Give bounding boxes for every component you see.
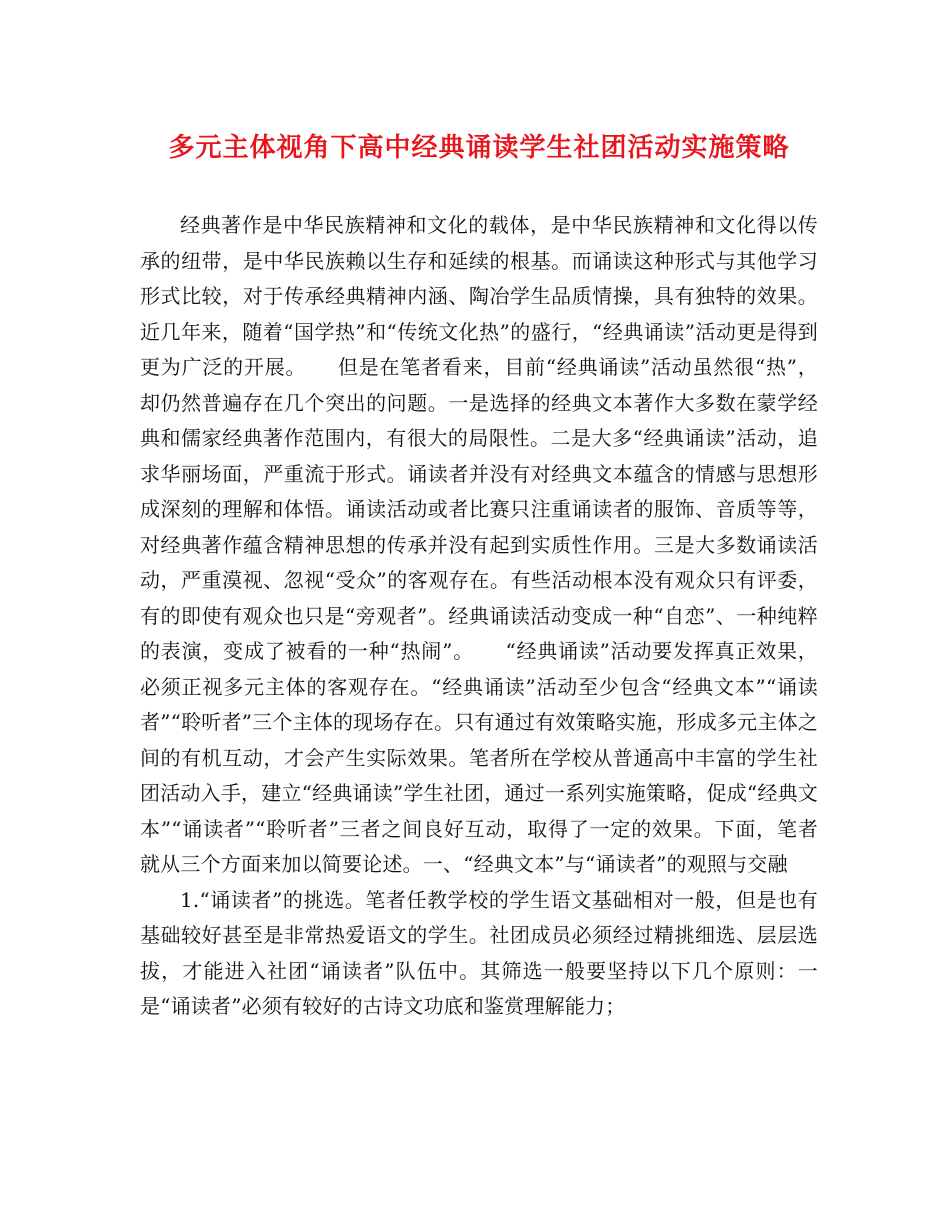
paragraph-section-1: 1.“诵读者”的挑选。笔者任教学校的学生语文基础相对一般，但是也有基础较好甚至是非常热爱语文的学生。社团成员必须经过精挑细选、层层选拔，才能进入社团“诵读者”队伍中。其筛选一般要坚持以下几个原则：一是“诵读者”必须有较好的古诗文功底和鉴赏理解能力；: [140, 887, 818, 1018]
document-title: 多元主体视角下高中经典诵读学生社团活动实施策略: [168, 133, 790, 163]
paragraph-intro: 经典著作是中华民族精神和文化的载体，是中华民族精神和文化得以传承的纽带，是中华民族赖以生存和延续的根基。而诵读这种形式与其他学习形式比较，对于传承经典精神内涵、陶冶学生品质情操，具有独特的效果。近几年来，随着“国学热”和“传统文化热”的盛行，“经典诵读”活动更是得到更为广泛的开展。 但是在笔者看来，目前“经典诵读”活动虽然很“热”，却仍然普遍存在几个突出的问题。一是选择的经典文本著作大多数在蒙学经典和儒家经典著作范围内，有很大的局限性。二是大多“经典诵读”活动，追求华丽场面，严重流于形式。诵读者并没有对经典文本蕴含的情感与思想形成深刻的理解和体悟。诵读活动或者比赛只注重诵读者的服饰、音质等等，对经典著作蕴含精神思想的传承并没有起到实质性作用。三是大多数诵读活动，严重漠视、忽视“受众”的客观存在。有些活动根本没有观众只有评委，有的即使有观众也只是“旁观者”。经典诵读活动变成一种“自恋”、一种纯粹的表演，变成了被看的一种“热闹”。 “经典诵读”活动要发挥真正效果，必须正视多元主体的客观存在。“经典诵读”活动至少包含“经典文本”“诵读者”“聆听者”三个主体的现场存在。只有通过有效策略实施，形成多元主体之间的有机互动，才会产生实际效果。笔者所在学校从普通高中丰富的学生社团活动入手，建立“经典诵读”学生社团，通过一系列实施策略，促成“经典文本”“诵读者”“聆听者”三者之间良好互动，取得了一定的效果。下面，笔者就从三个方面来加以简要论述。一、“经典文本”与“诵读者”的观照与交融: [140, 213, 818, 876]
